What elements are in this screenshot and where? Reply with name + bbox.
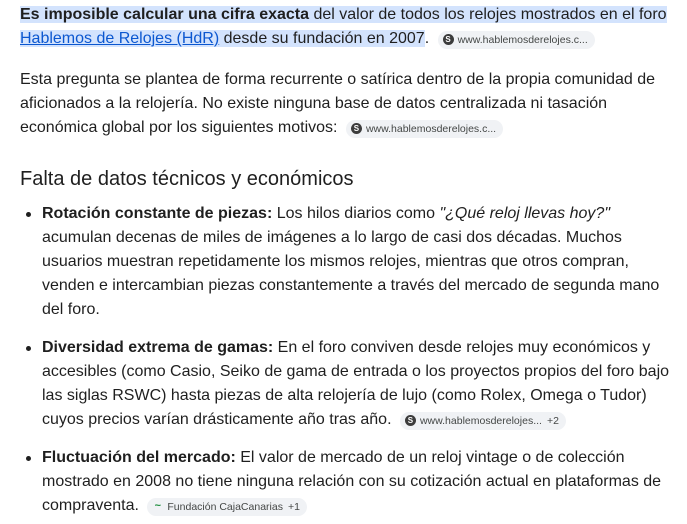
list-item — [42, 446, 671, 518]
item-text: En el foro conviven desde relojes muy económicos y accesibles (como Casio, Seiko de gama de entrada o los proyectos propios del foro bajo las siglas RSWC) hasta piezas de alta relojería de lujo (como Rolex, Omega o Tudor) cuyos precios varían drásticamente año tras año. — [42, 339, 670, 428]
source-chip-label: www.hablemosderelojes.c... — [365, 122, 497, 135]
source-chip-label: www.hablemosderelojes.c... — [457, 33, 588, 46]
intro-text-2: desde su fundación en 2007 — [219, 30, 425, 47]
context-paragraph — [20, 68, 671, 140]
item-bold: Rotación constante de piezas: — [42, 205, 273, 222]
intro-text-1: del valor de todos los relojes mostrados en el foro — [309, 6, 667, 23]
intro-end: . — [424, 30, 430, 47]
list-item — [42, 202, 671, 322]
hdr-site-icon: S — [443, 34, 454, 45]
item-text: acumulan decenas de miles de imágenes a lo largo de casi dos décadas. Muchos usuarios muestran repetidamente los mismos relojes, mientras que otros compran, venden e intercambian piezas constantemente a través del mercado de segunda mano del foro. — [42, 229, 660, 318]
hdr-site-icon: S — [351, 123, 362, 134]
source-chip-more: +1 — [287, 500, 300, 513]
source-chip-context[interactable] — [346, 120, 503, 138]
reasons-list — [20, 202, 671, 518]
item-text: El valor de mercado de un reloj vintage o de colección mostrado en 2008 no tiene ninguna relación con su cotización actual en plataformas de compraventa. — [42, 449, 662, 514]
item-bold: Diversidad extrema de gamas: — [42, 339, 274, 356]
source-chip-mercado[interactable] — [147, 498, 307, 516]
context-text: Esta pregunta se plantea de forma recurrente o satírica dentro de la propia comunidad de aficionados a la relojería. No existe ninguna base de datos centralizada ni tasación económica global por los siguientes motivos: — [20, 71, 656, 136]
hdr-site-icon: S — [405, 415, 416, 426]
fundacion-icon: ~ — [154, 500, 162, 512]
item-quote: "¿Qué reloj llevas hoy?" — [439, 205, 610, 222]
list-item — [42, 336, 671, 432]
source-chip-more: +2 — [546, 414, 559, 427]
source-chip-intro[interactable] — [438, 31, 595, 49]
item-bold: Fluctuación del mercado: — [42, 449, 236, 466]
hdr-link[interactable]: Hablemos de Relojes (HdR) — [20, 30, 220, 47]
section-heading: Falta de datos técnicos y económicos — [20, 168, 354, 190]
intro-bold: Es imposible calcular una cifra exacta — [20, 6, 310, 23]
intro-paragraph — [20, 3, 671, 51]
source-chip-label: Fundación CajaCanarias — [167, 500, 283, 513]
source-chip-label: www.hablemosderelojes... — [419, 414, 542, 427]
item-text: Los hilos diarios como — [272, 205, 440, 222]
source-chip-gamas[interactable] — [400, 412, 566, 430]
